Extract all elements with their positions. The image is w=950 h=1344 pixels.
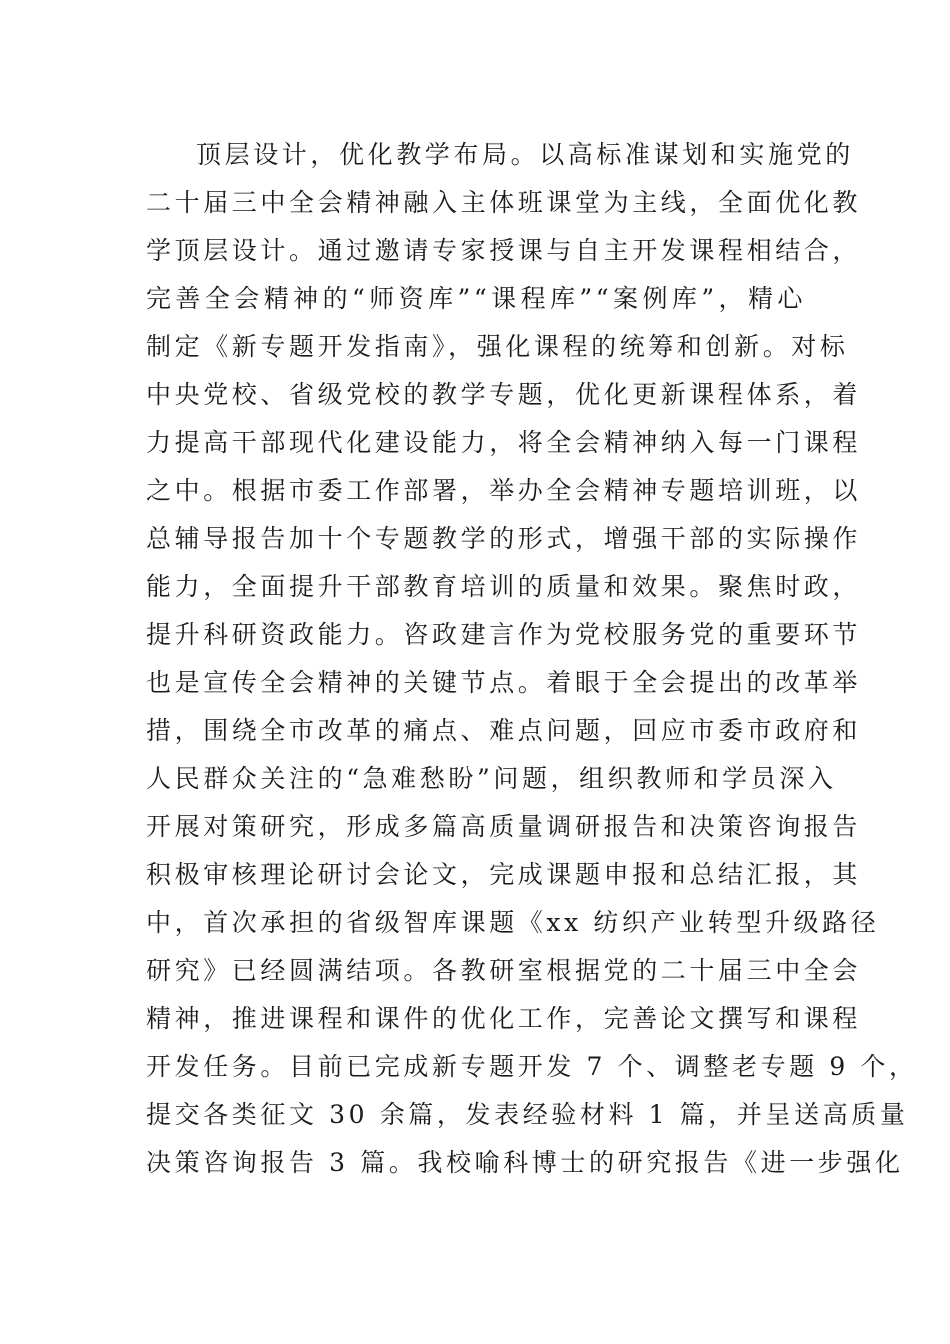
- text-line: 开发任务。目前已完成新专题开发 7 个、调整老专题 9 个，: [146, 1052, 918, 1081]
- text-line: 总辅导报告加十个专题教学的形式，增强干部的实际操作: [146, 524, 862, 553]
- text-line: 也是宣传全会精神的关键节点。着眼于全会提出的改革举: [146, 668, 862, 697]
- text-line: 开展对策研究，形成多篇高质量调研报告和决策咨询报告: [146, 812, 862, 841]
- text-line: 能力，全面提升干部教育培训的质量和效果。聚焦时政，: [146, 572, 862, 601]
- text-line: 中央党校、省级党校的教学专题，优化更新课程体系，着: [146, 380, 862, 409]
- text-line: 顶层设计，优化教学布局。以高标准谋划和实施党的: [196, 140, 854, 169]
- text-line: 学顶层设计。通过邀请专家授课与自主开发课程相结合，: [146, 236, 862, 265]
- text-line: 力提高干部现代化建设能力，将全会精神纳入每一门课程: [146, 428, 862, 457]
- text-line: 提升科研资政能力。咨政建言作为党校服务党的重要环节: [146, 620, 862, 649]
- text-line: 研究》已经圆满结项。各教研室根据党的二十届三中全会: [146, 956, 862, 985]
- text-line: 之中。根据市委工作部署，举办全会精神专题培训班，以: [146, 476, 862, 505]
- text-line: 人民群众关注的“急难愁盼”问题，组织教师和学员深入: [146, 764, 837, 793]
- text-line: 二十届三中全会精神融入主体班课堂为主线，全面优化教: [146, 188, 862, 217]
- text-line: 完善全会精神的“师资库”“课程库”“案例库”，精心: [146, 284, 806, 313]
- text-line: 制定《新专题开发指南》，强化课程的统筹和创新。对标: [146, 332, 849, 361]
- text-line: 措，围绕全市改革的痛点、难点问题，回应市委市政府和: [146, 716, 862, 745]
- text-line: 精神，推进课程和课件的优化工作，完善论文撰写和课程: [146, 1004, 862, 1033]
- text-line: 提交各类征文 30 余篇，发表经验材料 1 篇，并呈送高质量: [146, 1100, 909, 1129]
- text-line: 决策咨询报告 3 篇。我校喻科博士的研究报告《进一步强化: [146, 1148, 904, 1177]
- body-text: [146, 131, 918, 1187]
- text-line: 积极审核理论研讨会论文，完成课题申报和总结汇报，其: [146, 860, 862, 889]
- text-line: 中，首次承担的省级智库课题《xx 纺织产业转型升级路径: [146, 908, 880, 937]
